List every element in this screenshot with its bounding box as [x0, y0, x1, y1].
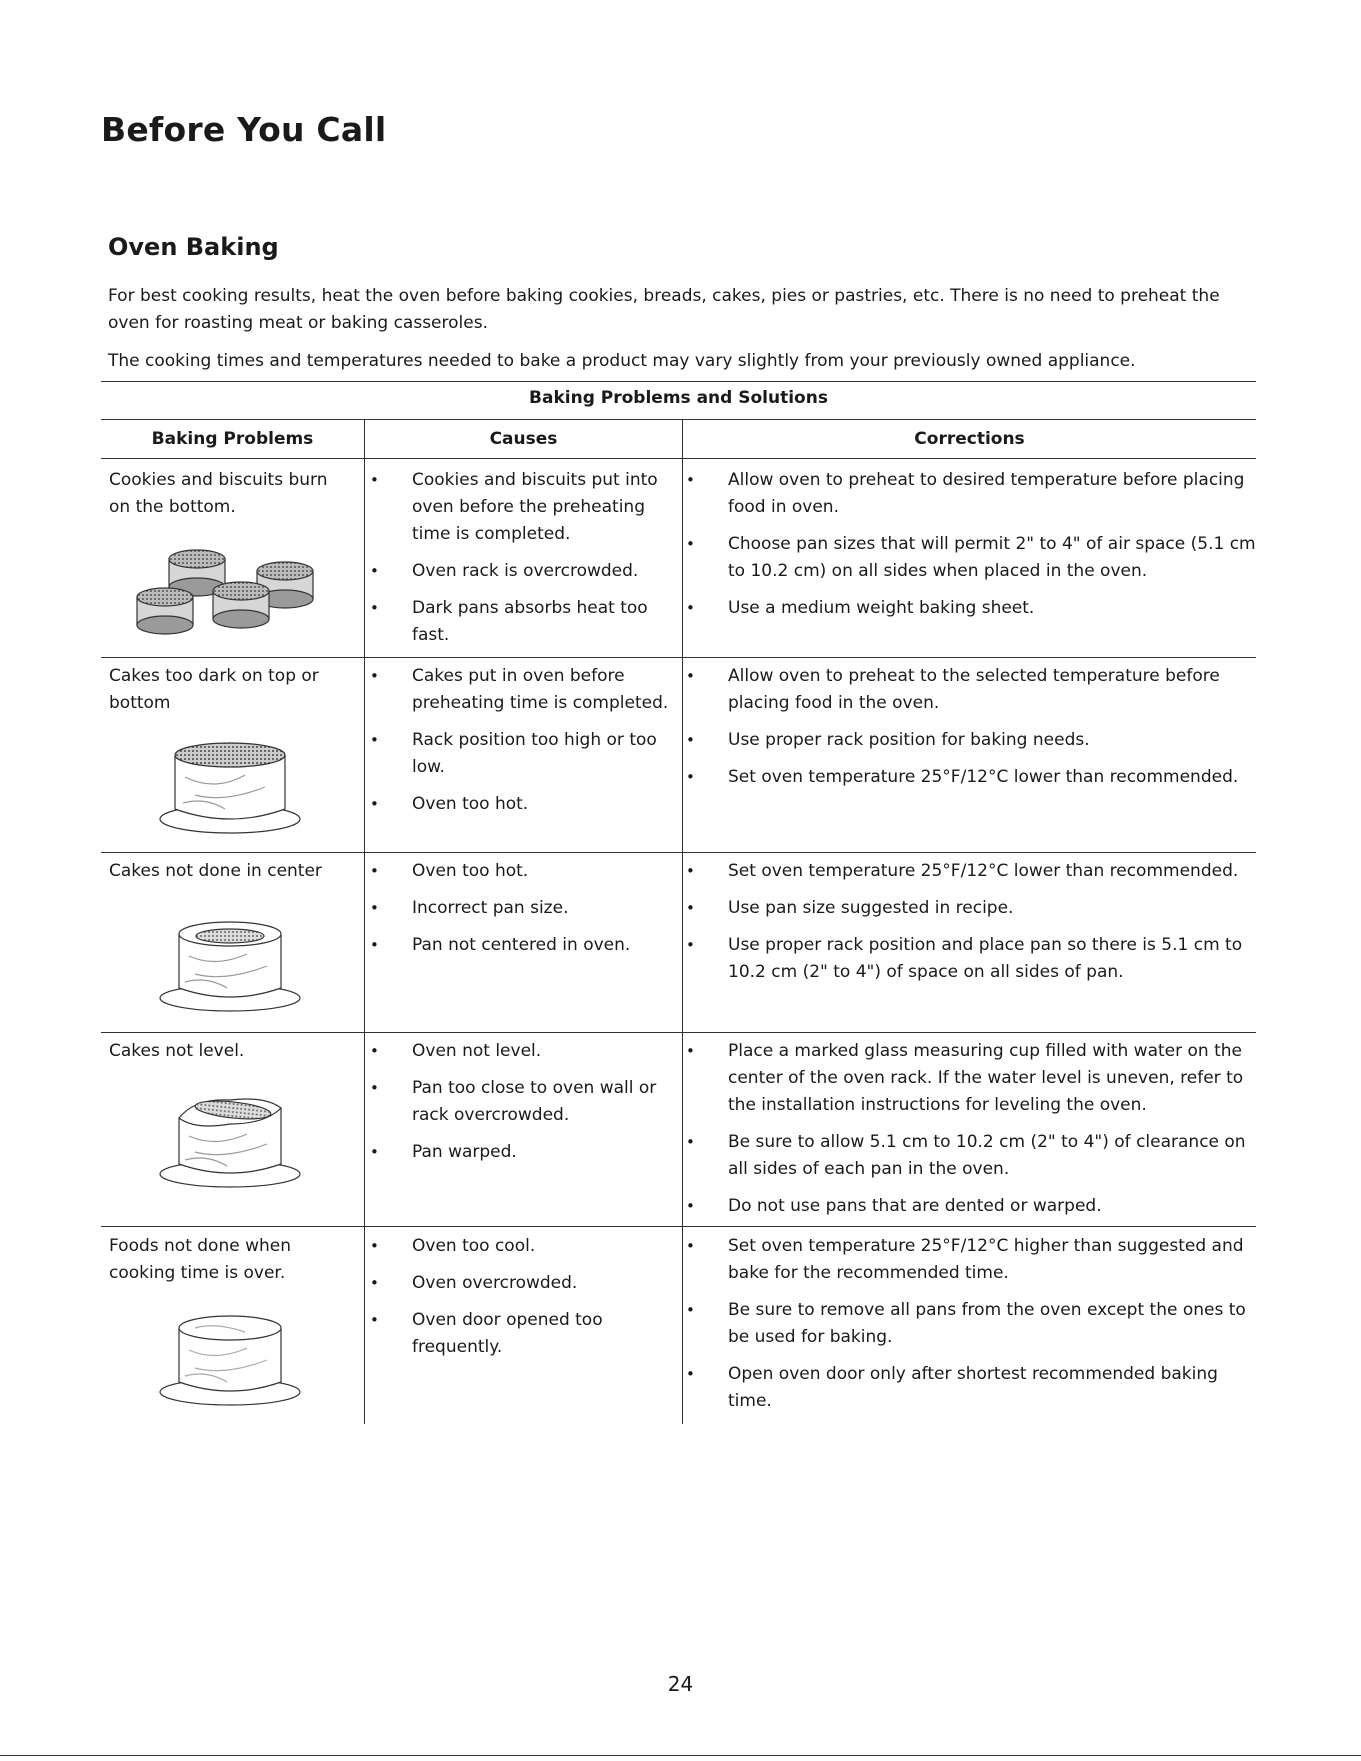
plain-cake-icon — [155, 1308, 305, 1412]
cause-item: • Pan too close to oven wall or rack overcrowded. — [370, 1075, 670, 1129]
correction-item: • Open oven door only after shortest recommended baking time. — [686, 1361, 1256, 1415]
corrections-cell — [686, 1233, 1256, 1415]
cause-item: • Incorrect pan size. — [370, 895, 670, 922]
cause-item: • Pan not centered in oven. — [370, 932, 670, 959]
column-header-corrections: Corrections — [914, 429, 1025, 449]
row-rule — [101, 657, 1256, 658]
header-rule — [101, 458, 1256, 459]
causes-cell — [370, 663, 670, 818]
page-title: Before You Call — [101, 110, 387, 149]
corrections-cell — [686, 467, 1256, 622]
sunken-cake-icon — [155, 914, 305, 1018]
problem-cell: Foods not done when cooking time is over. — [109, 1236, 292, 1283]
correction-item: • Set oven temperature 25°F/12°C higher than suggested and bake for the recommended time. — [686, 1233, 1256, 1287]
cause-item: • Oven overcrowded. — [370, 1270, 670, 1297]
corrections-cell — [686, 663, 1256, 791]
section-title: Oven Baking — [108, 233, 279, 261]
cookie-pans-icon — [133, 545, 333, 654]
correction-item: • Allow oven to preheat to the selected temperature before placing food in the oven. — [686, 663, 1256, 717]
tilted-cake-icon — [155, 1090, 305, 1194]
cause-item: • Dark pans absorbs heat too fast. — [370, 595, 670, 649]
correction-item: • Be sure to remove all pans from the oven except the ones to be used for baking. — [686, 1297, 1256, 1351]
intro-paragraph: For best cooking results, heat the oven before baking cookies, breads, cakes, pies or pastries, etc. There is no need to preheat the oven for roasting meat or baking casseroles. — [108, 286, 1220, 333]
dark-cake-icon — [155, 737, 305, 841]
causes-cell — [370, 858, 670, 959]
problem-cell: Cakes not level. — [109, 1041, 245, 1061]
correction-item: • Choose pan sizes that will permit 2" to 4" of air space (5.1 cm to 10.2 cm) on all sides when placed in the oven. — [686, 531, 1256, 585]
row-rule — [101, 1226, 1256, 1227]
caption-rule — [101, 419, 1256, 420]
intro-paragraph: The cooking times and temperatures needed to bake a product may vary slightly from your previously owned appliance. — [108, 351, 1136, 371]
causes-cell — [370, 467, 670, 649]
cause-item: • Rack position too high or too low. — [370, 727, 670, 781]
correction-item: • Set oven temperature 25°F/12°C lower than recommended. — [686, 858, 1256, 885]
cause-item: • Oven too cool. — [370, 1233, 670, 1260]
correction-item: • Set oven temperature 25°F/12°C lower than recommended. — [686, 764, 1256, 791]
corrections-cell — [686, 858, 1256, 986]
problem-cell: Cakes not done in center — [109, 861, 322, 881]
correction-item: • Do not use pans that are dented or warped. — [686, 1193, 1256, 1220]
correction-item: • Use a medium weight baking sheet. — [686, 595, 1256, 622]
cause-item: • Oven door opened too frequently. — [370, 1307, 632, 1361]
column-header-problems: Baking Problems — [151, 429, 314, 449]
causes-cell — [370, 1233, 670, 1361]
page-number: 24 — [667, 1672, 694, 1696]
column-header-causes: Causes — [489, 429, 558, 449]
correction-item: • Use pan size suggested in recipe. — [686, 895, 1256, 922]
correction-item: • Be sure to allow 5.1 cm to 10.2 cm (2" to 4") of clearance on all sides of each pan in the oven. — [686, 1129, 1256, 1183]
cause-item: • Pan warped. — [370, 1139, 670, 1166]
cause-item: • Oven not level. — [370, 1038, 670, 1065]
cause-item: • Cookies and biscuits put into oven before the preheating time is completed. — [370, 467, 670, 548]
table-caption: Baking Problems and Solutions — [529, 388, 828, 408]
cause-item: • Oven too hot. — [370, 858, 670, 885]
cause-item: • Oven rack is overcrowded. — [370, 558, 670, 585]
corrections-cell — [686, 1038, 1256, 1220]
row-rule — [101, 852, 1256, 853]
correction-item: • Use proper rack position and place pan so there is 5.1 cm to 10.2 cm (2" to 4") of space on all sides of pan. — [686, 932, 1256, 986]
row-rule — [101, 1032, 1256, 1033]
column-divider — [682, 419, 683, 1424]
table-top-rule — [101, 381, 1256, 382]
cause-item: • Cakes put in oven before preheating time is completed. — [370, 663, 670, 717]
problem-cell: Cakes too dark on top or bottom — [109, 666, 319, 713]
correction-item: • Place a marked glass measuring cup filled with water on the center of the oven rack. If the water level is uneven, refer to the installation instructions for leveling the oven. — [686, 1038, 1256, 1119]
problem-cell: Cookies and biscuits burn on the bottom. — [109, 470, 328, 517]
causes-cell — [370, 1038, 670, 1166]
bottom-rule — [0, 1755, 1361, 1756]
cause-item: • Oven too hot. — [370, 791, 670, 818]
column-divider — [364, 419, 365, 1424]
correction-item: • Allow oven to preheat to desired temperature before placing food in oven. — [686, 467, 1256, 521]
correction-item: • Use proper rack position for baking needs. — [686, 727, 1256, 754]
